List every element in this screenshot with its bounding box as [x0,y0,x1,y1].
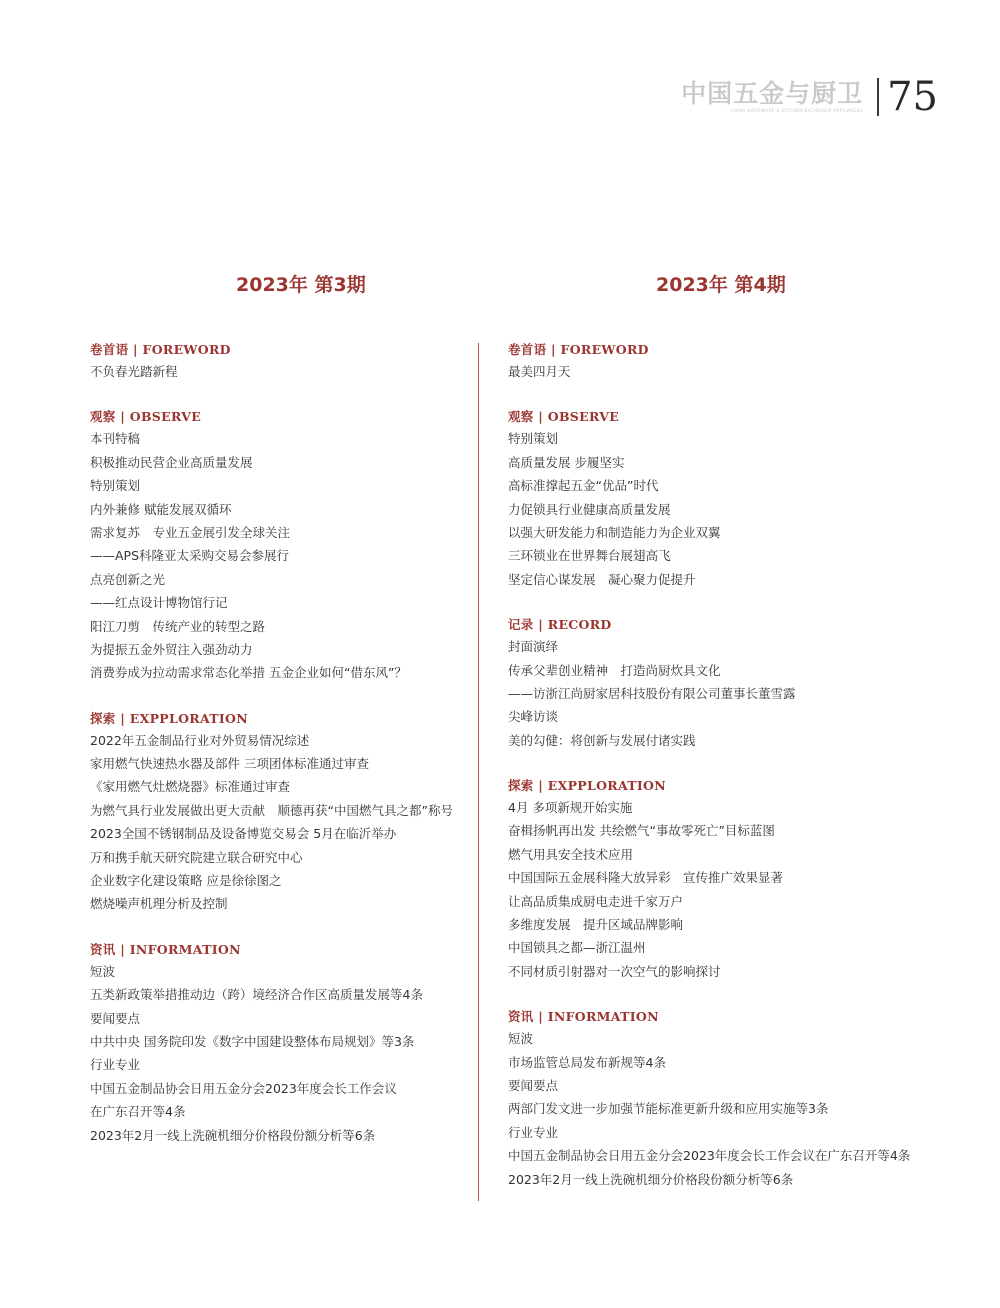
toc-entry: 市场监管总局发布新规等4条 [508,1054,666,1070]
toc-entry: 高标准撑起五金“优品”时代 [508,478,659,494]
toc-entry: 4月 多项新规开始实施 [508,800,633,816]
toc-entry: ——红点设计博物馆行记 [90,595,228,611]
section-heading: 探索 | EXPPLORATION [508,778,666,794]
toc-entry: 让高品质集成厨电走进千家万户 [508,893,684,909]
column-divider [478,343,479,1201]
toc-entry: 短波 [508,1031,534,1047]
section-heading: 记录 | RECORD [508,617,612,633]
toc-entry: 最美四月天 [508,364,571,379]
toc-entry: ——访浙江尚厨家居科技股份有限公司董事长董雪露 [508,685,796,701]
issue-title-left: 2023年 第3期 [236,274,366,296]
page-header [681,74,938,120]
issue-column-left [90,340,475,1171]
section-heading: 卷首语 | FOREWORD [90,342,231,357]
toc-entry: 积极推动民营企业高质量发展 [90,454,253,470]
toc-entry: 尖峰访谈 [508,709,559,725]
toc-entry: 燃气用具安全技术应用 [508,846,634,862]
toc-entry: 中国五金制品协会日用五金分会2023年度会长工作会议 [90,1080,397,1096]
toc-entry: 三环锁业在世界舞台展翅高飞 [508,548,671,564]
header-divider [877,78,879,116]
toc-entry: 多维度发展 提升区域品牌影响 [508,917,684,933]
toc-entry: ——APS科隆亚太采购交易会参展行 [90,548,290,564]
toc-entry: 2022年五金制品行业对外贸易情况综述 [90,732,310,748]
toc-entry: 消费券成为拉动需求常态化举措 五金企业如何“借东风”？ [90,665,407,681]
logo-text: 中国五金与厨卫 [681,79,864,108]
toc-section [508,340,928,383]
section-heading: 卷首语 | FOREWORD [508,342,649,357]
toc-section [508,615,928,752]
toc-entry: 阳江刀剪 传统产业的转型之路 [90,618,266,634]
toc-entry: 燃烧噪声机理分析及控制 [90,896,228,912]
toc-entry: 不负春光踏新程 [90,364,178,379]
section-heading: 资讯 | INFORMATION [90,941,241,957]
toc-section [90,340,475,383]
toc-entry: 2023年2月一线上洗碗机细分价格段份额分析等6条 [90,1127,376,1143]
toc-entry: 行业专业 [90,1057,141,1073]
toc-entry: 内外兼修 赋能发展双循环 [90,501,232,517]
toc-entry: 点亮创新之光 [90,571,166,587]
page-number: 75 [887,74,938,120]
toc-entry: 中国锁具之都—浙江温州 [508,940,646,956]
toc-entry: 以强大研发能力和制造能力为企业双翼 [508,524,721,540]
toc-entry: 家用燃气快速热水器及部件 三项团体标准通过审查 [90,756,369,772]
toc-entry: 短波 [90,963,116,979]
toc-entry: 力促锁具行业健康高质量发展 [508,501,671,517]
toc-entry: 企业数字化建设策略 应是徐徐图之 [90,873,282,889]
section-heading: 观察 | OBSERVE [508,409,620,425]
toc-entry: 要闻要点 [508,1077,559,1093]
toc-entry: 两部门发文进一步加强节能标准更新升级和应用实施等3条 [508,1101,829,1117]
toc-entry: 五类新政策举措推动边（跨）境经济合作区高质量发展等4条 [90,987,423,1003]
toc-entry: 中国国际五金展科隆大放异彩 宣传推广效果显著 [508,870,784,886]
toc-entry: 高质量发展 步履坚实 [508,454,625,470]
toc-entry: 万和携手航天研究院建立联合研究中心 [90,849,303,865]
section-heading: 探索 | EXPPLORATION [90,710,248,726]
toc-entry: 本刊特稿 [90,431,141,447]
toc-entry: 《家用燃气灶燃烧器》标准通过审查 [90,779,291,795]
toc-entry: 特别策划 [508,431,559,447]
toc-entry: 为提振五金外贸注入强劲动力 [90,641,253,657]
section-heading: 观察 | OBSERVE [90,409,202,425]
magazine-logo [681,80,863,114]
toc-entry: 2023年2月一线上洗碗机细分价格段份额分析等6条 [508,1171,794,1187]
toc-entry: 要闻要点 [90,1010,141,1026]
toc-section [508,407,928,591]
toc-entry: 坚定信心谋发展 凝心聚力促提升 [508,571,696,587]
toc-section [508,776,928,983]
toc-entry: 为燃气具行业发展做出更大贡献 顺德再获“中国燃气具之都”称号 [90,802,453,818]
section-heading: 资讯 | INFORMATION [508,1009,659,1025]
toc-entry: 需求复苏 专业五金展引发全球关注 [90,524,291,540]
toc-entry: 不同材质引射器对一次空气的影响探讨 [508,963,721,979]
toc-section [90,940,475,1147]
toc-entry: 中国五金制品协会日用五金分会2023年度会长工作会议在广东召开等4条 [508,1148,911,1164]
toc-entry: 美的勾健：将创新与发展付诸实践 [508,732,696,748]
toc-section [508,1007,928,1191]
toc-entry: 在广东召开等4条 [90,1104,186,1120]
toc-entry: 2023全国不锈钢制品及设备博览交易会 5月在临沂举办 [90,826,397,842]
toc-entry: 封面演绎 [508,639,559,655]
toc-entry: 奋楫扬帆再出发 共绘燃气“事故零死亡”目标蓝图 [508,823,775,839]
logo-subtext: CHINA HARDWARE & KITCHEN/BATHROOM APPLIANCES [730,108,864,113]
toc-section [90,709,475,916]
toc-entry: 传承父辈创业精神 打造尚厨炊具文化 [508,662,721,678]
toc-entry: 中共中央 国务院印发《数字中国建设整体布局规划》等3条 [90,1033,415,1049]
issue-column-right [508,340,928,1215]
toc-entry: 行业专业 [508,1124,559,1140]
toc-entry: 特别策划 [90,478,141,494]
issue-title-right: 2023年 第4期 [656,274,786,296]
toc-section [90,407,475,684]
